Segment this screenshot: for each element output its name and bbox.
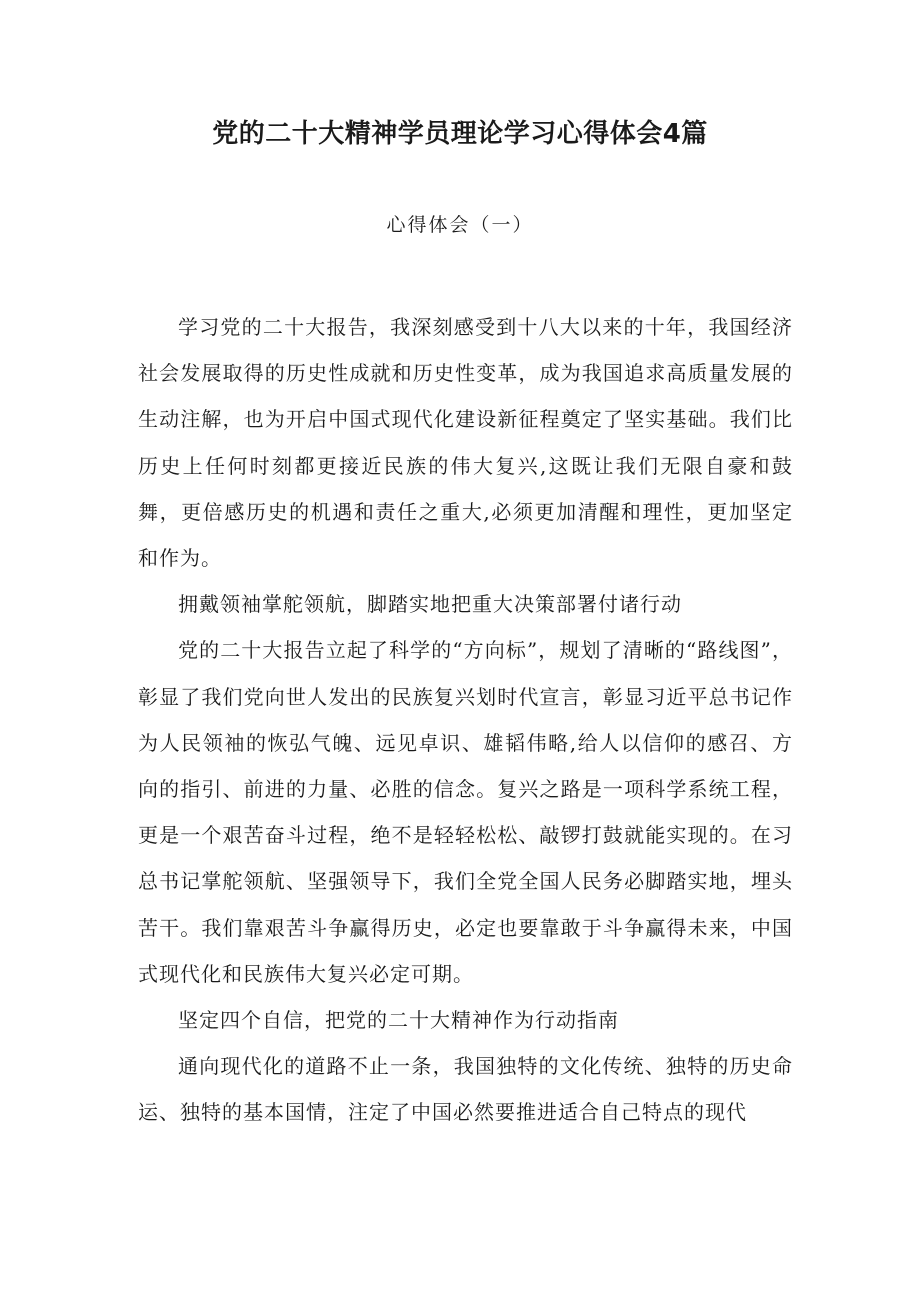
section-subtitle: 心得体会（一） — [386, 214, 534, 236]
document-body — [138, 304, 793, 1136]
section-heading-confidence: 坚定四个自信，把党的二十大精神作为行动指南 — [178, 1008, 619, 1033]
document-title: 党的二十大精神学员理论学习心得体会4篇 — [212, 119, 708, 149]
section-heading-leadership: 拥戴领袖掌舵领航，脚踏实地把重大决策部署付诸行动 — [178, 592, 682, 617]
paragraph-leadership: 党的二十大报告立起了科学的“方向标”，规划了清晰的“路线图”，彰显了我们党向世人发出的民族复兴划时代宣言，彰显习近平总书记作为人民领袖的恢弘气魄、远见卓识、雄韬伟略,给人以信仰的感召、方向的指引、前进的力量、必胜的信念。复兴之路是一项科学系统工程，更是一个艰苦奋斗过程，绝不是轻轻松松、敲锣打鼓就能实现的。在习总书记掌舵领航、坚强领导下，我们全党全国人民务必脚踏实地，埋头苦干。我们靠艰苦斗争赢得历史，必定也要靠敢于斗争赢得未来，中国式现代化和民族伟大复兴必定可期。 — [138, 638, 793, 986]
paragraph-modernization: 通向现代化的道路不止一条，我国独特的文化传统、独特的历史命运、独特的基本国情，注定了中国必然要推进适合自己特点的现代 — [138, 1054, 793, 1125]
paragraph-intro: 学习党的二十大报告，我深刻感受到十八大以来的十年，我国经济社会发展取得的历史性成就和历史性变革，成为我国追求高质量发展的生动注解，也为开启中国式现代化建设新征程奠定了坚实基础。我们比历史上任何时刻都更接近民族的伟大复兴,这既让我们无限自豪和鼓舞，更倍感历史的机遇和责任之重大,必须更加清醒和理性，更加坚定和作为。 — [138, 315, 793, 571]
